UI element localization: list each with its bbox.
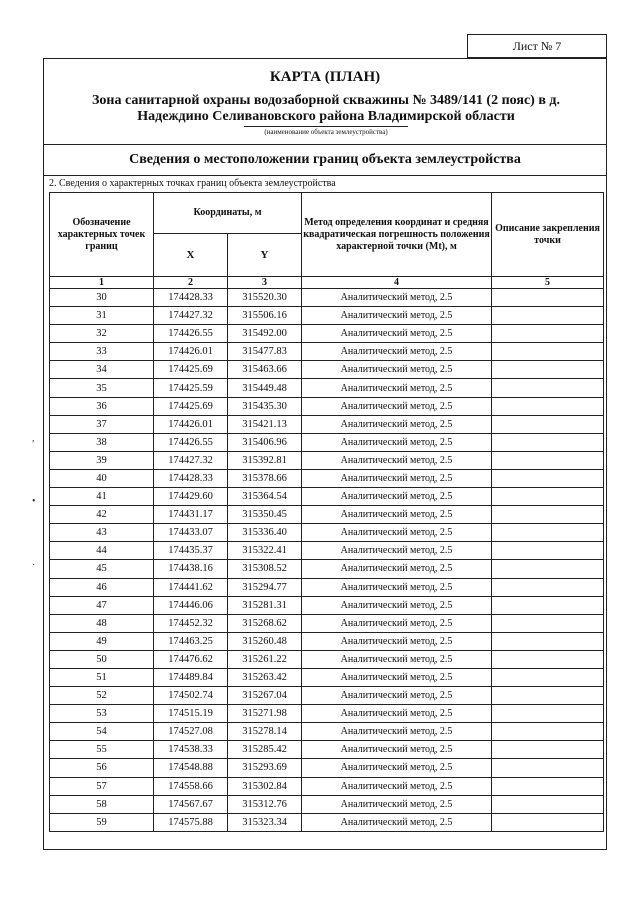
section-title: Сведения о местоположении границ объекта землеустройства (44, 144, 606, 176)
margin-mark: • (32, 496, 36, 507)
table-row (50, 687, 604, 705)
table-row (50, 361, 604, 379)
table-row (50, 813, 604, 831)
col-header-method: Метод определения координат и средняя квадратическая погрешность положения характерной точки (Mt), м (302, 193, 492, 277)
table-row (50, 488, 604, 506)
method-cell: Аналитический метод, 2.5 (302, 343, 492, 361)
description-cell (492, 578, 604, 596)
col-number: 3 (228, 277, 302, 289)
x-coordinate-cell: 174567.67 (154, 795, 228, 813)
y-coordinate-cell: 315378.66 (228, 469, 302, 487)
point-number-cell: 48 (50, 614, 154, 632)
point-number-cell: 34 (50, 361, 154, 379)
y-coordinate-cell: 315268.62 (228, 614, 302, 632)
point-number-cell: 57 (50, 777, 154, 795)
description-cell (492, 451, 604, 469)
document-frame (43, 58, 607, 850)
col-number: 5 (492, 277, 604, 289)
y-coordinate-cell: 315492.00 (228, 325, 302, 343)
x-coordinate-cell: 174538.33 (154, 741, 228, 759)
point-number-cell: 41 (50, 488, 154, 506)
y-coordinate-cell: 315261.22 (228, 650, 302, 668)
point-number-cell: 52 (50, 687, 154, 705)
x-coordinate-cell: 174428.33 (154, 289, 228, 307)
y-coordinate-cell: 315308.52 (228, 560, 302, 578)
point-number-cell: 45 (50, 560, 154, 578)
table-row (50, 705, 604, 723)
y-coordinate-cell: 315271.98 (228, 705, 302, 723)
table-row (50, 307, 604, 325)
y-coordinate-cell: 315285.42 (228, 741, 302, 759)
description-cell (492, 795, 604, 813)
table-row (50, 777, 604, 795)
x-coordinate-cell: 174452.32 (154, 614, 228, 632)
table-row (50, 524, 604, 542)
x-coordinate-cell: 174558.66 (154, 777, 228, 795)
table-row (50, 723, 604, 741)
table-row (50, 632, 604, 650)
table-row (50, 741, 604, 759)
y-coordinate-cell: 315260.48 (228, 632, 302, 650)
method-cell: Аналитический метод, 2.5 (302, 723, 492, 741)
method-cell: Аналитический метод, 2.5 (302, 289, 492, 307)
method-cell: Аналитический метод, 2.5 (302, 325, 492, 343)
x-coordinate-cell: 174575.88 (154, 813, 228, 831)
point-number-cell: 55 (50, 741, 154, 759)
table-row (50, 560, 604, 578)
points-table-body (50, 289, 604, 832)
y-coordinate-cell: 315322.41 (228, 542, 302, 560)
y-coordinate-cell: 315312.76 (228, 795, 302, 813)
description-cell (492, 542, 604, 560)
x-coordinate-cell: 174515.19 (154, 705, 228, 723)
description-cell (492, 361, 604, 379)
description-cell (492, 614, 604, 632)
method-cell: Аналитический метод, 2.5 (302, 741, 492, 759)
point-number-cell: 36 (50, 397, 154, 415)
table-row (50, 433, 604, 451)
table-row (50, 397, 604, 415)
x-coordinate-cell: 174427.32 (154, 307, 228, 325)
table-row (50, 469, 604, 487)
x-coordinate-cell: 174426.55 (154, 433, 228, 451)
table-row (50, 415, 604, 433)
y-coordinate-cell: 315267.04 (228, 687, 302, 705)
point-number-cell: 33 (50, 343, 154, 361)
subtitle-caption: (наименование объекта землеустройства) (244, 126, 408, 136)
document-subtitle: Зона санитарной охраны водозаборной скважины № 3489/141 (2 пояс) в д. Надеждино Селивановского района Владимирской области (92, 93, 560, 124)
description-cell (492, 687, 604, 705)
point-number-cell: 40 (50, 469, 154, 487)
method-cell: Аналитический метод, 2.5 (302, 632, 492, 650)
y-coordinate-cell: 315477.83 (228, 343, 302, 361)
method-cell: Аналитический метод, 2.5 (302, 687, 492, 705)
method-cell: Аналитический метод, 2.5 (302, 433, 492, 451)
description-cell (492, 379, 604, 397)
x-coordinate-cell: 174426.55 (154, 325, 228, 343)
y-coordinate-cell: 315281.31 (228, 596, 302, 614)
x-coordinate-cell: 174476.62 (154, 650, 228, 668)
method-cell: Аналитический метод, 2.5 (302, 777, 492, 795)
document-header (44, 59, 606, 144)
x-coordinate-cell: 174527.08 (154, 723, 228, 741)
col-header-desc: Описание закрепления точки (492, 193, 604, 277)
point-number-cell: 56 (50, 759, 154, 777)
description-cell (492, 668, 604, 686)
method-cell: Аналитический метод, 2.5 (302, 397, 492, 415)
description-cell (492, 289, 604, 307)
y-coordinate-cell: 315406.96 (228, 433, 302, 451)
description-cell (492, 433, 604, 451)
col-number: 1 (50, 277, 154, 289)
description-cell (492, 813, 604, 831)
point-number-cell: 42 (50, 506, 154, 524)
table-row (50, 343, 604, 361)
method-cell: Аналитический метод, 2.5 (302, 813, 492, 831)
description-cell (492, 488, 604, 506)
method-cell: Аналитический метод, 2.5 (302, 542, 492, 560)
description-cell (492, 632, 604, 650)
description-cell (492, 741, 604, 759)
point-number-cell: 47 (50, 596, 154, 614)
description-cell (492, 650, 604, 668)
document-title: КАРТА (ПЛАН) (269, 69, 381, 85)
y-coordinate-cell: 315435.30 (228, 397, 302, 415)
description-cell (492, 469, 604, 487)
point-number-cell: 30 (50, 289, 154, 307)
point-number-cell: 54 (50, 723, 154, 741)
table-row (50, 506, 604, 524)
method-cell: Аналитический метод, 2.5 (302, 415, 492, 433)
y-coordinate-cell: 315263.42 (228, 668, 302, 686)
method-cell: Аналитический метод, 2.5 (302, 795, 492, 813)
x-coordinate-cell: 174433.07 (154, 524, 228, 542)
table-row (50, 542, 604, 560)
sheet-number: Лист № 7 (467, 34, 607, 58)
x-coordinate-cell: 174502.74 (154, 687, 228, 705)
description-cell (492, 343, 604, 361)
point-number-cell: 31 (50, 307, 154, 325)
y-coordinate-cell: 315336.40 (228, 524, 302, 542)
description-cell (492, 397, 604, 415)
x-coordinate-cell: 174425.59 (154, 379, 228, 397)
table-row (50, 451, 604, 469)
y-coordinate-cell: 315294.77 (228, 578, 302, 596)
method-cell: Аналитический метод, 2.5 (302, 668, 492, 686)
description-cell (492, 307, 604, 325)
description-cell (492, 777, 604, 795)
point-number-cell: 49 (50, 632, 154, 650)
method-cell: Аналитический метод, 2.5 (302, 650, 492, 668)
description-cell (492, 524, 604, 542)
table-row (50, 795, 604, 813)
method-cell: Аналитический метод, 2.5 (302, 451, 492, 469)
method-cell: Аналитический метод, 2.5 (302, 614, 492, 632)
y-coordinate-cell: 315463.66 (228, 361, 302, 379)
y-coordinate-cell: 315421.13 (228, 415, 302, 433)
col-header-x: X (154, 234, 228, 277)
x-coordinate-cell: 174438.16 (154, 560, 228, 578)
margin-mark: · (32, 560, 36, 571)
margin-mark: , (32, 433, 35, 444)
point-number-cell: 53 (50, 705, 154, 723)
point-number-cell: 58 (50, 795, 154, 813)
col-header-point: Обозначение характерных точек границ (50, 193, 154, 277)
point-number-cell: 50 (50, 650, 154, 668)
y-coordinate-cell: 315364.54 (228, 488, 302, 506)
description-cell (492, 705, 604, 723)
x-coordinate-cell: 174425.69 (154, 361, 228, 379)
x-coordinate-cell: 174548.88 (154, 759, 228, 777)
table-row (50, 289, 604, 307)
y-coordinate-cell: 315350.45 (228, 506, 302, 524)
x-coordinate-cell: 174441.62 (154, 578, 228, 596)
point-number-cell: 37 (50, 415, 154, 433)
x-coordinate-cell: 174426.01 (154, 415, 228, 433)
x-coordinate-cell: 174427.32 (154, 451, 228, 469)
y-coordinate-cell: 315323.34 (228, 813, 302, 831)
x-coordinate-cell: 174446.06 (154, 596, 228, 614)
x-coordinate-cell: 174431.17 (154, 506, 228, 524)
method-cell: Аналитический метод, 2.5 (302, 361, 492, 379)
x-coordinate-cell: 174489.84 (154, 668, 228, 686)
point-number-cell: 43 (50, 524, 154, 542)
description-cell (492, 723, 604, 741)
method-cell: Аналитический метод, 2.5 (302, 379, 492, 397)
x-coordinate-cell: 174435.37 (154, 542, 228, 560)
table-row (50, 325, 604, 343)
table-row (50, 668, 604, 686)
point-number-cell: 51 (50, 668, 154, 686)
table-row (50, 578, 604, 596)
col-number: 4 (302, 277, 492, 289)
method-cell: Аналитический метод, 2.5 (302, 488, 492, 506)
method-cell: Аналитический метод, 2.5 (302, 469, 492, 487)
description-cell (492, 415, 604, 433)
table-row (50, 759, 604, 777)
point-number-cell: 46 (50, 578, 154, 596)
table-row (50, 650, 604, 668)
table-row (50, 379, 604, 397)
method-cell: Аналитический метод, 2.5 (302, 307, 492, 325)
y-coordinate-cell: 315392.81 (228, 451, 302, 469)
description-cell (492, 596, 604, 614)
method-cell: Аналитический метод, 2.5 (302, 759, 492, 777)
point-number-cell: 44 (50, 542, 154, 560)
y-coordinate-cell: 315506.16 (228, 307, 302, 325)
description-cell (492, 325, 604, 343)
y-coordinate-cell: 315302.84 (228, 777, 302, 795)
table-row (50, 596, 604, 614)
method-cell: Аналитический метод, 2.5 (302, 578, 492, 596)
method-cell: Аналитический метод, 2.5 (302, 524, 492, 542)
y-coordinate-cell: 315293.69 (228, 759, 302, 777)
method-cell: Аналитический метод, 2.5 (302, 560, 492, 578)
col-number: 2 (154, 277, 228, 289)
table-row (50, 614, 604, 632)
point-number-cell: 32 (50, 325, 154, 343)
x-coordinate-cell: 174463.25 (154, 632, 228, 650)
method-cell: Аналитический метод, 2.5 (302, 596, 492, 614)
col-header-coords: Координаты, м (154, 193, 302, 234)
y-coordinate-cell: 315520.30 (228, 289, 302, 307)
x-coordinate-cell: 174429.60 (154, 488, 228, 506)
description-cell (492, 506, 604, 524)
subsection-title: 2. Сведения о характерных точках границ объекта землеустройства (49, 178, 336, 189)
method-cell: Аналитический метод, 2.5 (302, 506, 492, 524)
points-table (49, 192, 604, 832)
y-coordinate-cell: 315449.48 (228, 379, 302, 397)
point-number-cell: 39 (50, 451, 154, 469)
x-coordinate-cell: 174425.69 (154, 397, 228, 415)
col-header-y: Y (228, 234, 302, 277)
point-number-cell: 38 (50, 433, 154, 451)
description-cell (492, 759, 604, 777)
method-cell: Аналитический метод, 2.5 (302, 705, 492, 723)
y-coordinate-cell: 315278.14 (228, 723, 302, 741)
x-coordinate-cell: 174426.01 (154, 343, 228, 361)
x-coordinate-cell: 174428.33 (154, 469, 228, 487)
point-number-cell: 59 (50, 813, 154, 831)
point-number-cell: 35 (50, 379, 154, 397)
description-cell (492, 560, 604, 578)
